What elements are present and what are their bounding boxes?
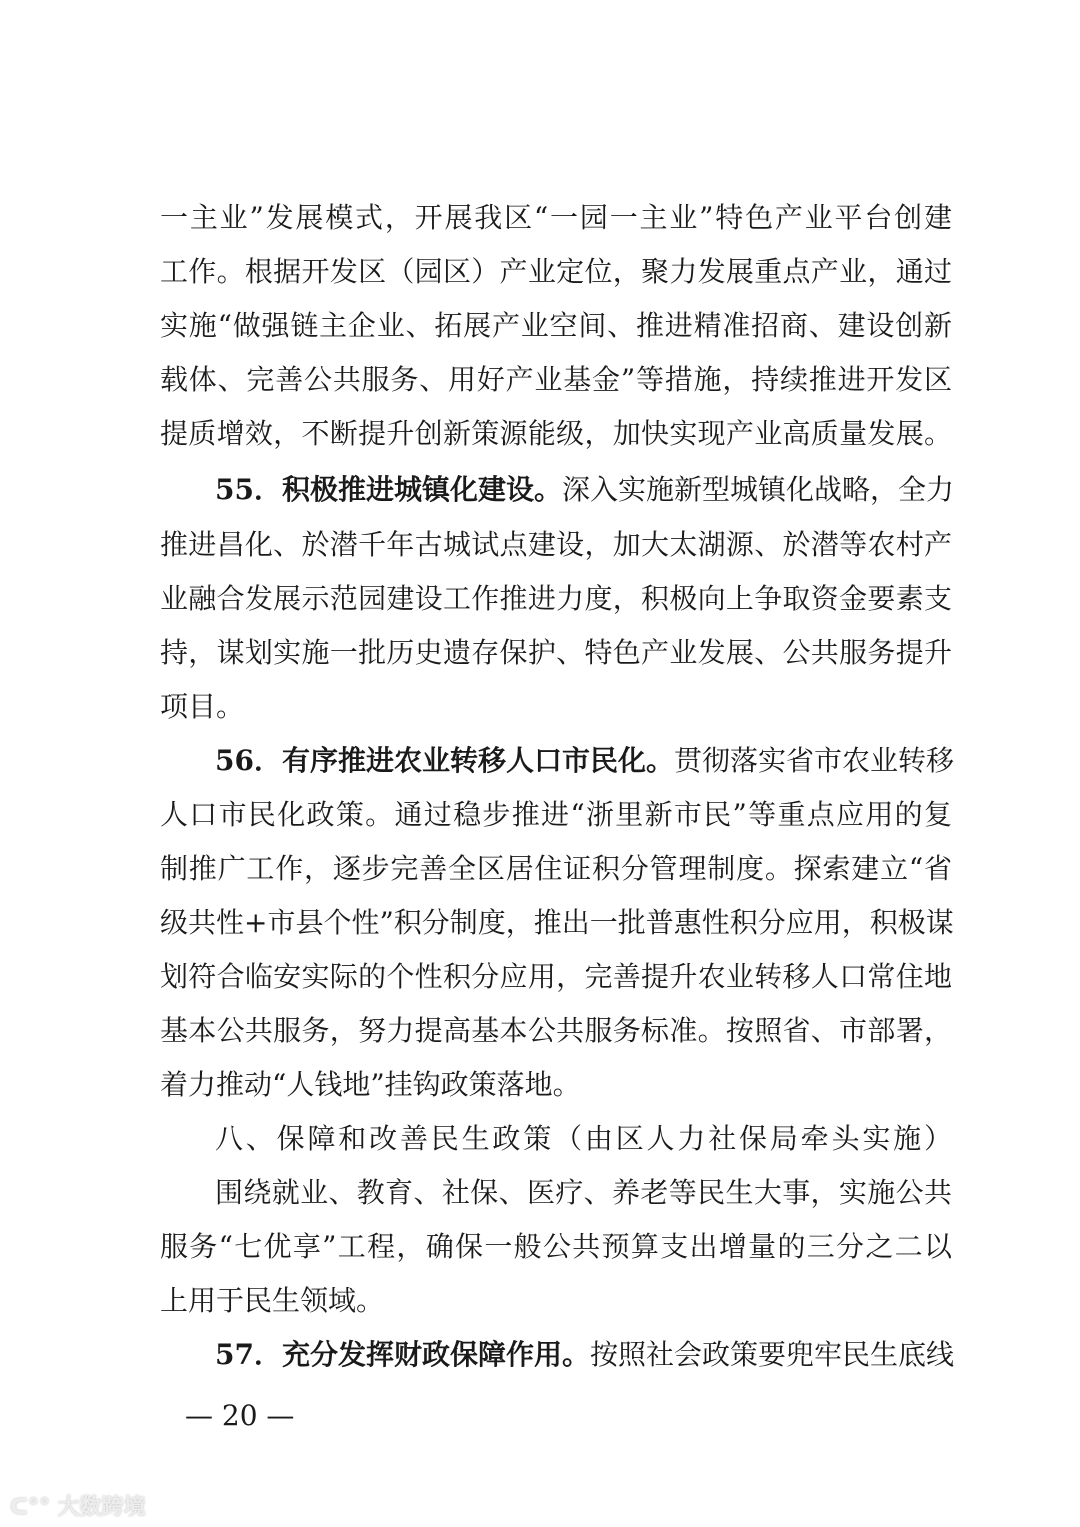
- body-line: 业融合发展示范园建设工作推进力度，积极向上争取资金要素支: [160, 582, 952, 615]
- body-line: 划符合临安实际的个性积分应用，完善提升农业转移人口常住地: [160, 960, 952, 993]
- body-line: 项目。: [160, 690, 245, 723]
- item-56-first-line: [215, 741, 952, 781]
- section-heading: 八、保障和改善民生政策（由区人力社保局牵头实施）: [215, 1122, 952, 1155]
- body-text: 深入实施新型城镇化战略，全力: [561, 473, 954, 506]
- body-line: 基本公共服务，努力提高基本公共服务标准。按照省、市部署，: [160, 1014, 952, 1047]
- body-text: 贯彻落实省市农业转移: [673, 744, 954, 777]
- body-line: 提质增效，不断提升创新策源能级，加快实现产业高质量发展。: [160, 417, 952, 450]
- page-number: — 20 —: [185, 1399, 295, 1432]
- item-55-title: 55．积极推进城镇化建设。: [215, 473, 562, 506]
- body-line: 推进昌化、於潜千年古城试点建设，加大太湖源、於潜等农村产: [160, 528, 952, 561]
- body-line: 围绕就业、教育、社保、医疗、养老等民生大事，实施公共: [215, 1176, 952, 1209]
- body-line: 工作。根据开发区（园区）产业定位，聚力发展重点产业，通过: [160, 255, 952, 288]
- item-57-title: 57．充分发挥财政保障作用。: [215, 1338, 590, 1371]
- body-line: 载体、完善公共服务、用好产业基金”等措施，持续推进开发区: [160, 363, 952, 396]
- body-line: 制推广工作，逐步完善全区居住证积分管理制度。探索建立“省: [160, 852, 952, 885]
- body-line: 一主业”发展模式，开展我区“一园一主业”特色产业平台创建: [160, 201, 952, 234]
- body-line: 实施“做强链主企业、拓展产业空间、推进精准招商、建设创新: [160, 309, 952, 342]
- body-line: 上用于民生领域。: [160, 1284, 385, 1317]
- watermark-icon: ᑕ°°: [10, 1495, 50, 1520]
- body-text: 按照社会政策要兜牢民生底线: [589, 1338, 954, 1371]
- item-57-first-line: [215, 1335, 952, 1375]
- body-line: 级共性+市县个性”积分制度，推出一批普惠性积分应用，积极谋: [160, 906, 954, 939]
- item-56-title: 56．有序推进农业转移人口市民化。: [215, 744, 674, 777]
- body-line: 服务“七优享”工程，确保一般公共预算支出增量的三分之二以: [160, 1230, 952, 1263]
- body-line: 着力推动“人钱地”挂钩政策落地。: [160, 1068, 581, 1101]
- body-line: 持，谋划实施一批历史遗存保护、特色产业发展、公共服务提升: [160, 636, 952, 669]
- watermark-text: 大数跨境: [57, 1495, 146, 1520]
- item-55-first-line: [215, 470, 952, 510]
- watermark-logo: [10, 1490, 146, 1521]
- body-line: 人口市民化政策。通过稳步推进“浙里新市民”等重点应用的复: [160, 798, 952, 831]
